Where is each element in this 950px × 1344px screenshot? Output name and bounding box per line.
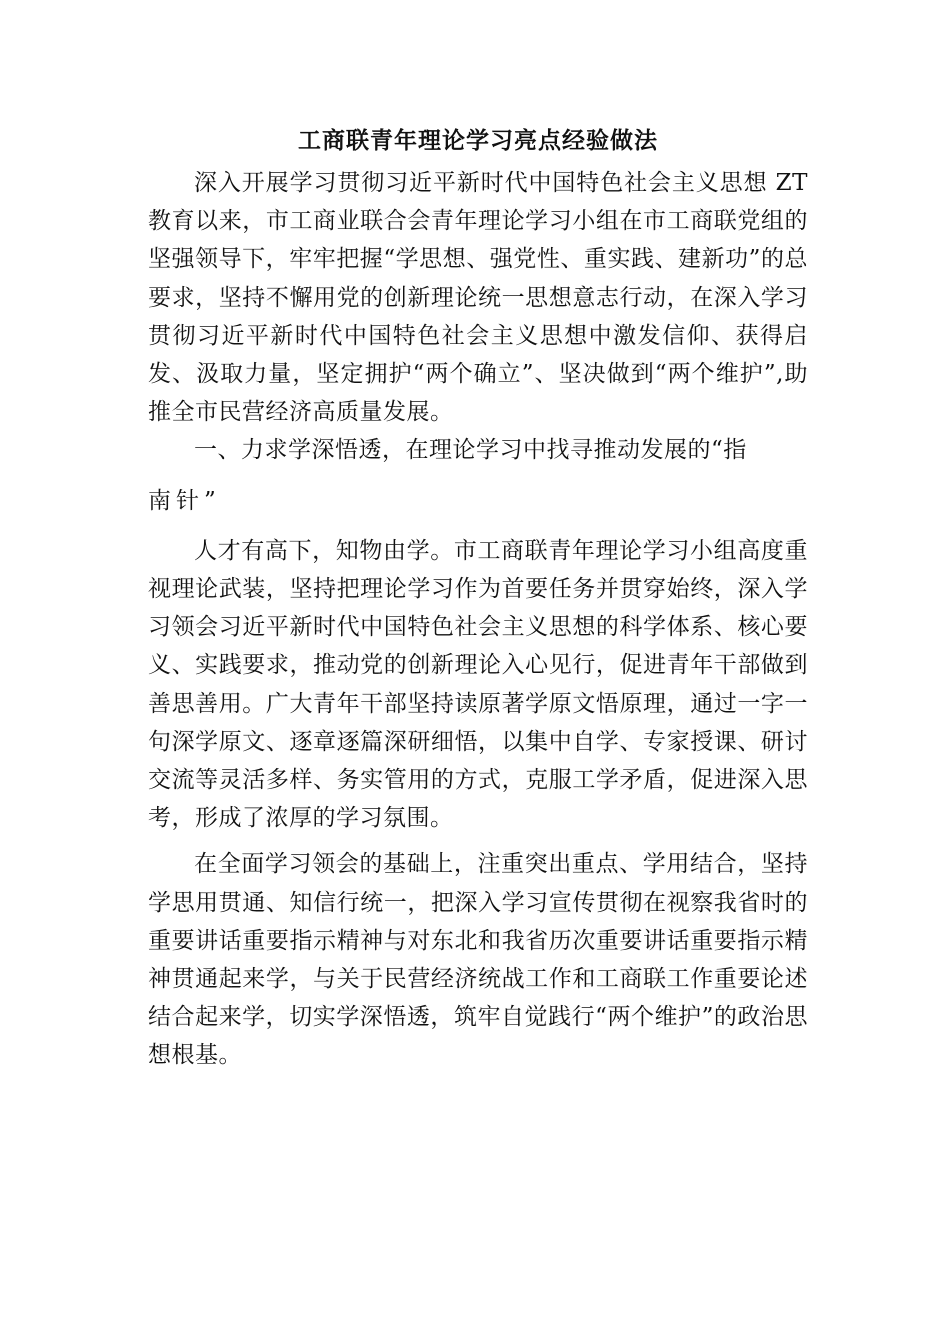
section-1-paragraph-2: 在全面学习领会的基础上，注重突出重点、学用结合，坚持学思用贯通、知信行统一，把深入学习宣传贯彻在视察我省时的重要讲话重要指示精神与对东北和我省历次重要讲话重要指示精神贯通起来学，与关于民营经济统战工作和工商联工作重要论述结合起来学，切实学深悟透，筑牢自觉践行“两个维护”的政治思想根基。 xyxy=(148,851,808,1069)
document-page xyxy=(148,118,808,1075)
section-1-heading-main: 一、力求学深悟透，在理论学习中找寻推动发展的“指 xyxy=(194,437,747,464)
section-1-heading-tail: 南针” xyxy=(148,487,221,514)
section-1-heading xyxy=(148,431,808,519)
document-title: 工商联青年理论学习亮点经验做法 xyxy=(298,128,658,154)
intro-paragraph: 深入开展学习贯彻习近平新时代中国特色社会主义思想 ZT 教育以来，市工商业联合会青年理论学习小组在市工商联党组的坚强领导下，牢牢把握“学思想、强党性、重实践、建新功”的总要求，坚持不懈用党的创新理论统一思想意志行动，在深入学习贯彻习近平新时代中国特色社会主义思想中激发信仰、获得启发、汲取力量，坚定拥护“两个确立”、坚决做到“两个维护”,助推全市民营经济高质量发展。 xyxy=(148,170,808,426)
section-1-paragraph-1: 人才有高下，知物由学。市工商联青年理论学习小组高度重视理论武装，坚持把理论学习作为首要任务并贯穿始终，深入学习领会习近平新时代中国特色社会主义思想的科学体系、核心要义、实践要求，推动党的创新理论入心见行，促进青年干部做到善思善用。广大青年干部坚持读原著学原文悟原理，通过一字一句深学原文、逐章逐篇深研细悟，以集中自学、专家授课、研讨交流等灵活多样、务实管用的方式，克服工学矛盾，促进深入思考，形成了浓厚的学习氛围。 xyxy=(148,537,808,832)
